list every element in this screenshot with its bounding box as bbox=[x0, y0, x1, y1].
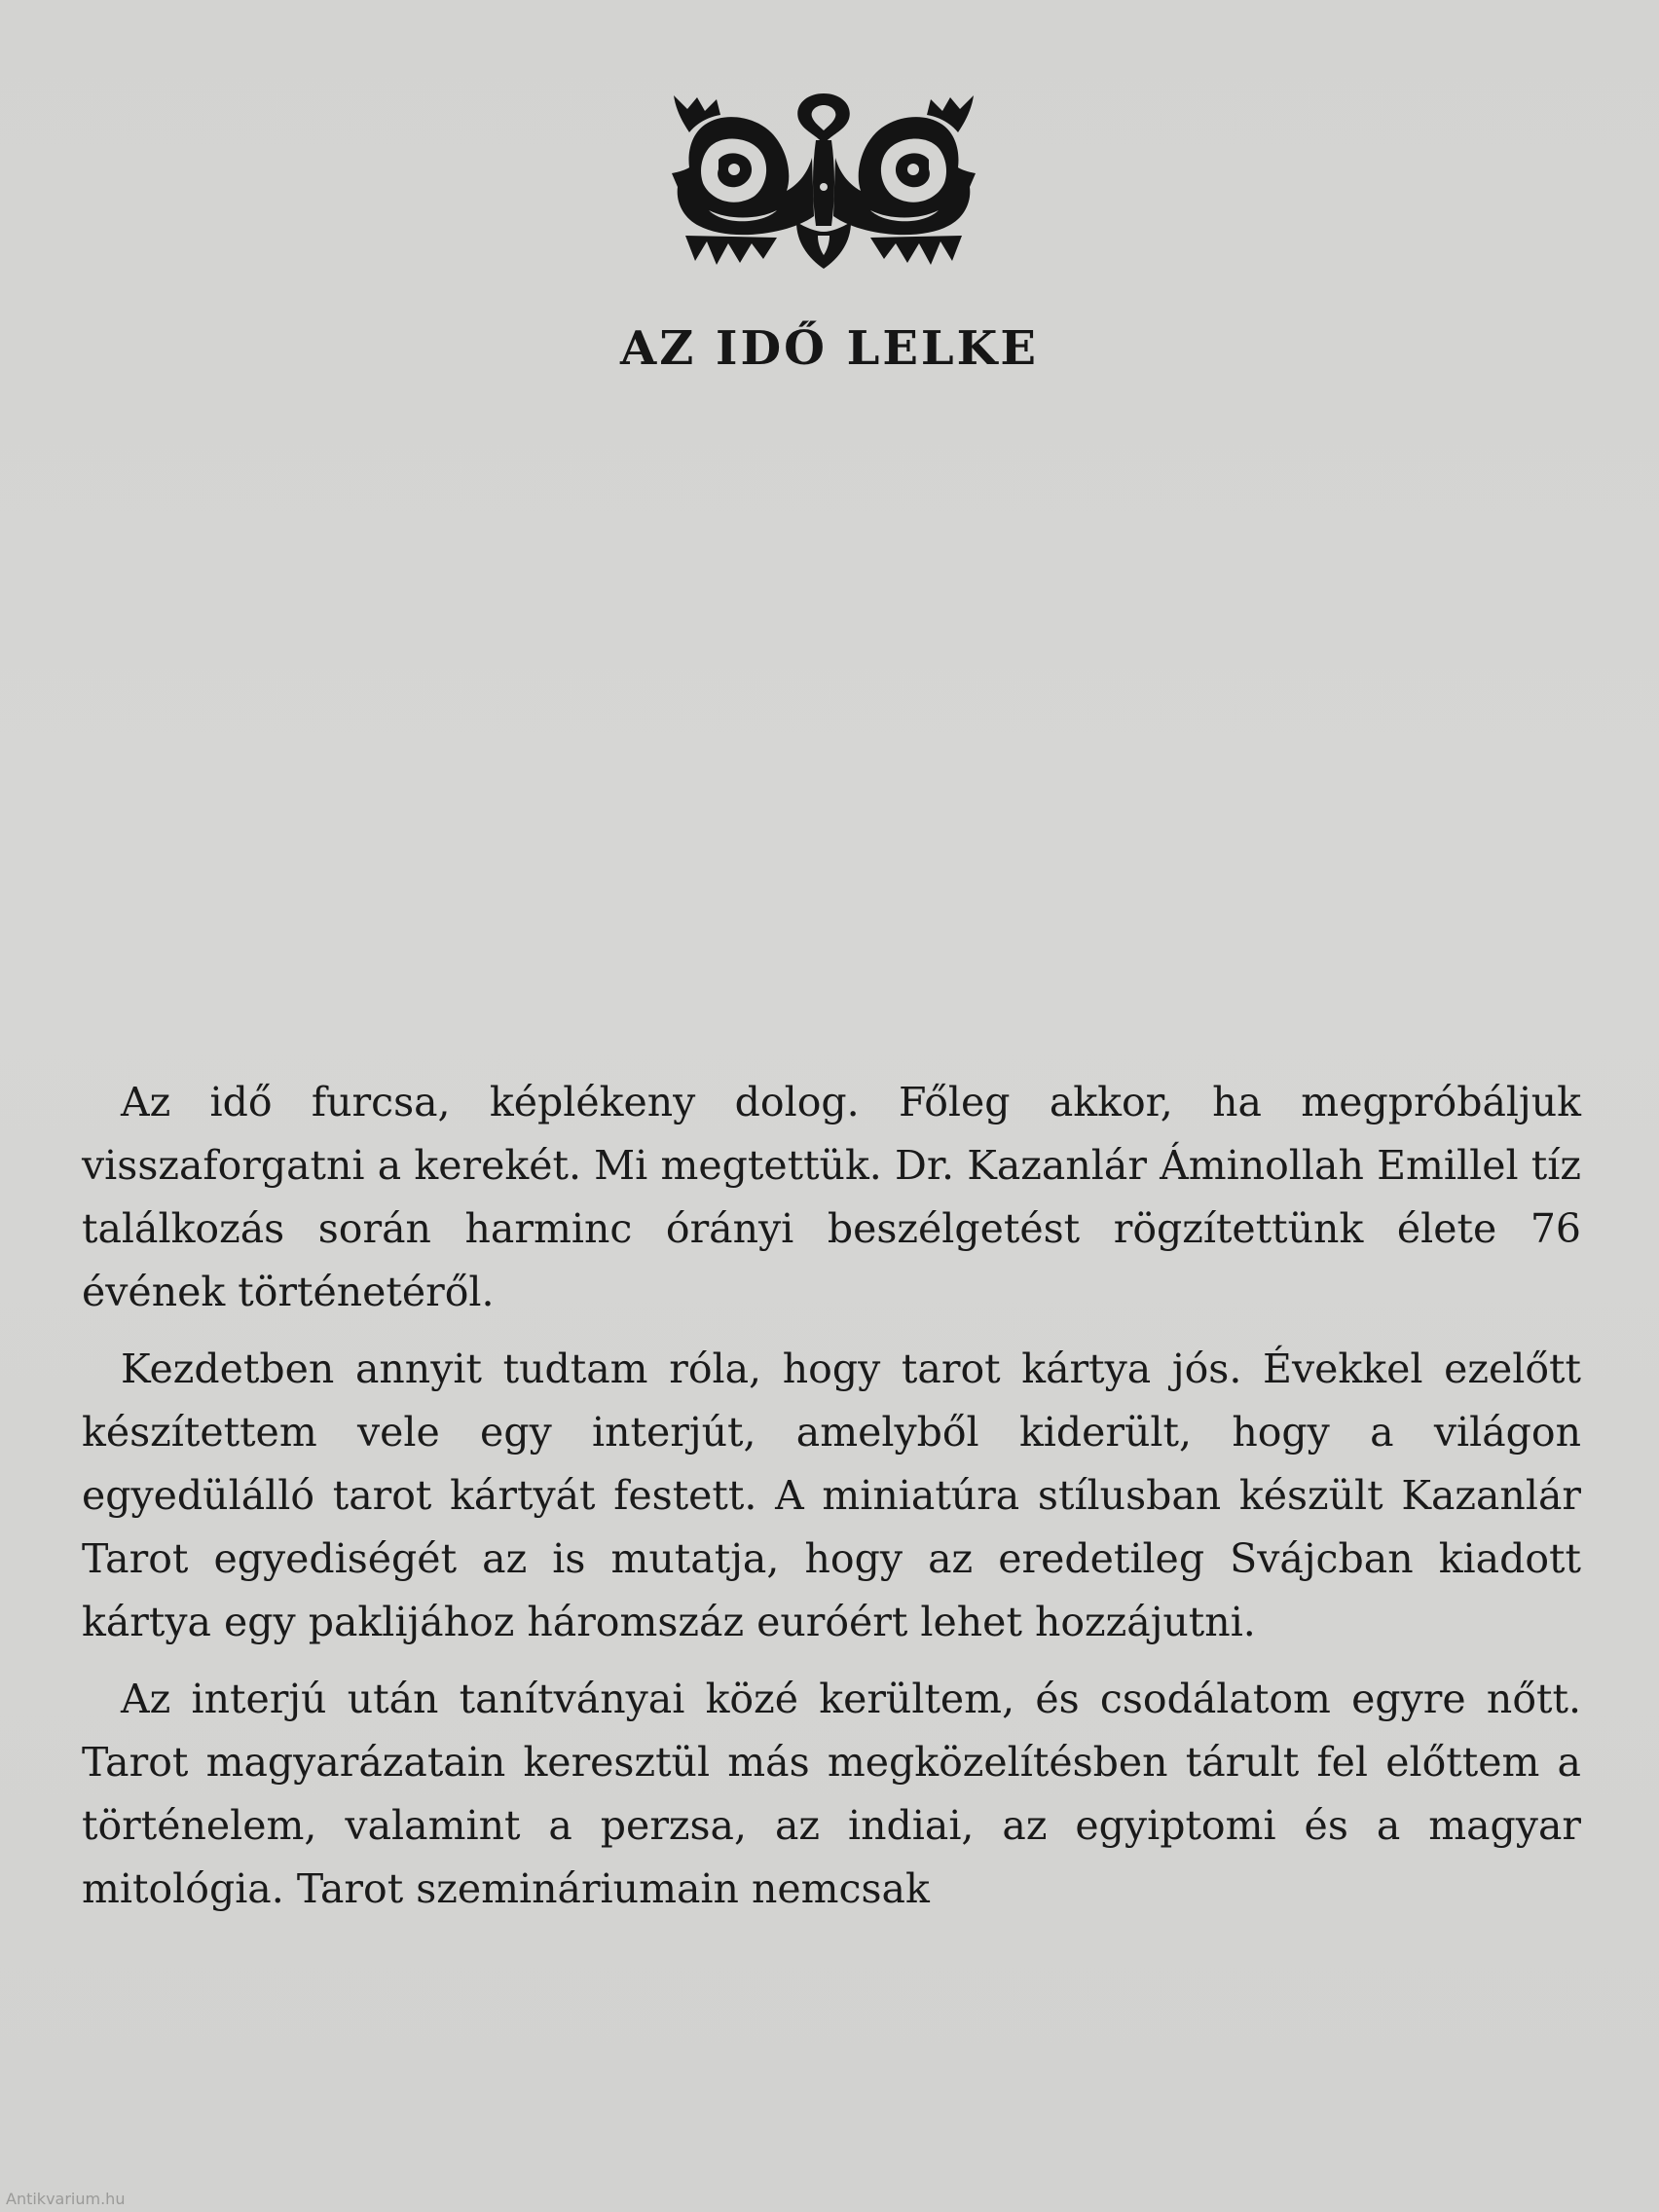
paragraph: Az interjú után tanítványai közé kerültem, és csodálatom egyre nőtt. Tarot magyarázatain keresztül más megközelítésben tárult fel előttem a történelem, valamint a perzsa, az indiai, az egyiptomi és a magyar mitológia. Tarot szemináriumain nemcsak bbox=[82, 1676, 1581, 1912]
watermark: Antikvarium.hu bbox=[6, 2190, 126, 2208]
paragraph: Kezdetben annyit tudtam róla, hogy tarot kártya jós. Évekkel ezelőtt készítettem vele egy interjút, amelyből kiderült, hogy a világon egyedülálló tarot kártyát festett. A miniatúra stílusban készült Kazanlár Tarot egyediségét az is mutatja, hogy az eredetileg Svájcban kiadott kártya egy paklijához háromszáz euróért lehet hozzájutni. bbox=[82, 1346, 1581, 1645]
folk-art-swan-ornament-icon bbox=[670, 90, 977, 271]
body-text bbox=[82, 1071, 1581, 1935]
chapter-title: AZ IDŐ LELKE bbox=[620, 321, 1039, 376]
paragraph: Az idő furcsa, képlékeny dolog. Főleg akkor, ha megpróbáljuk visszaforgatni a kerekét. Mi megtettük. Dr. Kazanlár Áminollah Emillel tíz találkozás során harminc órányi beszélgetést rögzítettünk élete 76 évének történetéről. bbox=[82, 1079, 1581, 1315]
